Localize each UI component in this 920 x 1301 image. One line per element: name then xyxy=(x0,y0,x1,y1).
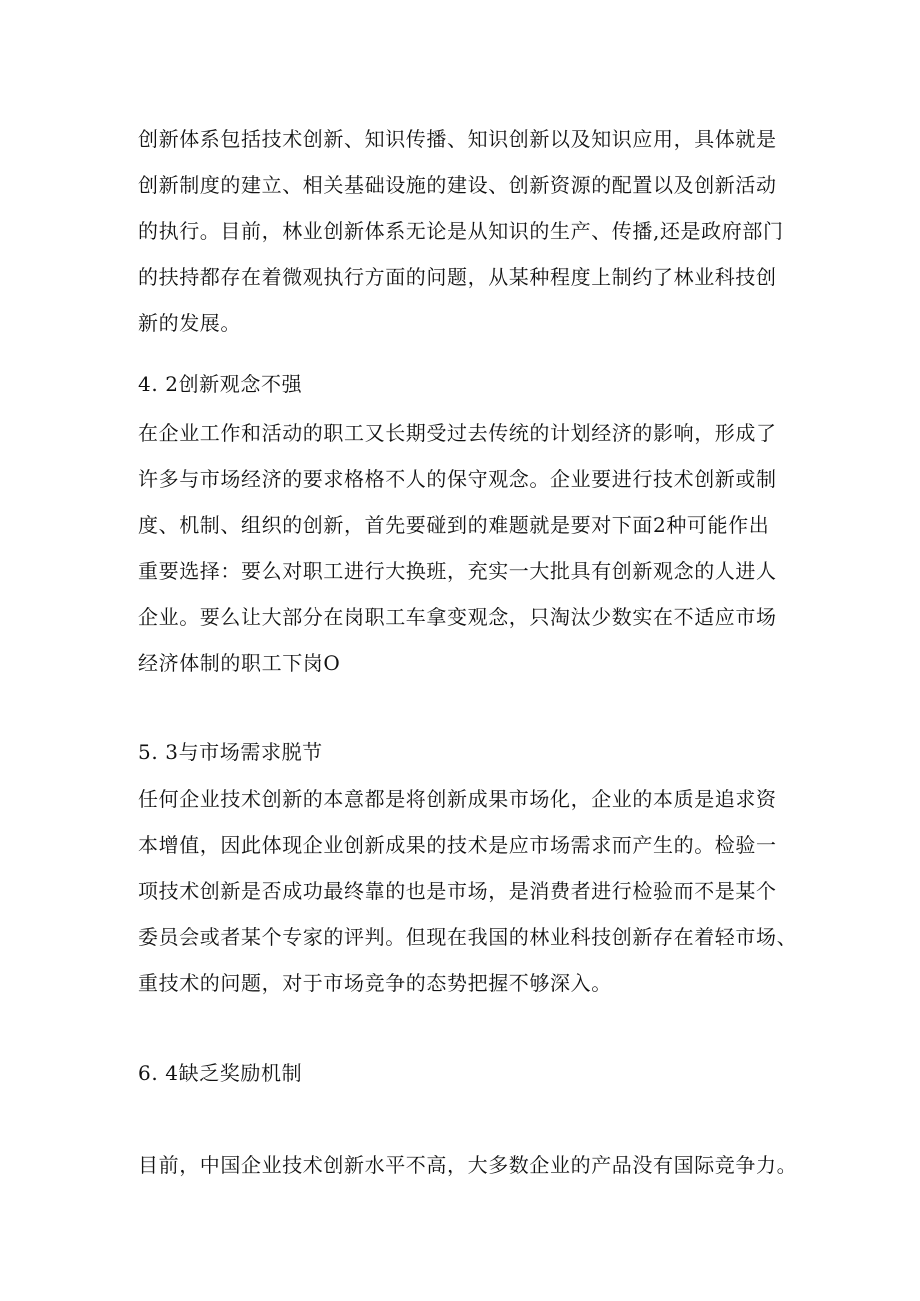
text-line: 创新制度的建立、相关基础设施的建设、创新资源的配置以及创新活动 xyxy=(138,173,777,197)
text-line: 本增值，因此体现企业创新成果的技术是应市场需求而产生的。检验一 xyxy=(138,833,777,857)
text-line: 新的发展。 xyxy=(138,311,241,335)
paragraph-market-demand xyxy=(138,776,798,1006)
text-line: 重技术的问题，对于市场竞争的态势把握不够深入。 xyxy=(138,971,612,995)
text-line: 企业。要么让大部分在岗职工车拿变观念，只淘汰少数实在不适应市场 xyxy=(138,605,777,629)
text-line: 创新体系包括技术创新、知识传播、知识创新以及知识应用，具体就是 xyxy=(138,127,777,151)
text-line: 重要选择：要么对职工进行大换班，充实一大批具有创新观念的人进人 xyxy=(138,559,777,583)
paragraph-innovation-concept xyxy=(138,410,793,686)
text-line: 目前，中国企业技术创新水平不高，大多数企业的产品没有国际竞争力。 xyxy=(138,1153,798,1177)
text-line: 的扶持都存在着微观执行方面的问题，从某种程度上制约了林业科技创 xyxy=(138,265,777,289)
text-line: 项技术创新是否成功最终靠的也是市场，是消费者进行检验而不是某个 xyxy=(138,879,777,903)
paragraph-competitiveness xyxy=(138,1142,798,1188)
text-line: 委员会或者某个专家的评判。但现在我国的林业科技创新存在着轻市场、 xyxy=(138,925,798,949)
text-line: 的执行。目前，林业创新体系无论是从知识的生产、传播,还是政府部门 xyxy=(138,219,784,243)
section-heading-5-3: 5. 3与市场需求脱节 xyxy=(138,740,323,764)
text-line: 许多与市场经济的要求格格不人的保守观念。企业要进行技术创新或制 xyxy=(138,467,777,491)
section-heading-6-4: 6. 4缺乏奖励机制 xyxy=(138,1061,303,1085)
text-line: 经济体制的职工下岗O xyxy=(138,651,341,675)
paragraph-innovation-system xyxy=(138,116,793,346)
text-line: 在企业工作和活动的职工又长期受过去传统的计划经济的影响，形成了 xyxy=(138,421,777,445)
text-line: 任何企业技术创新的本意都是将创新成果市场化，企业的本质是追求资 xyxy=(138,787,777,811)
text-line: 度、机制、组织的创新，首先要碰到的难题就是要对下面2种可能作出 xyxy=(138,513,770,537)
section-heading-4-2: 4. 2创新观念不强 xyxy=(138,372,303,396)
